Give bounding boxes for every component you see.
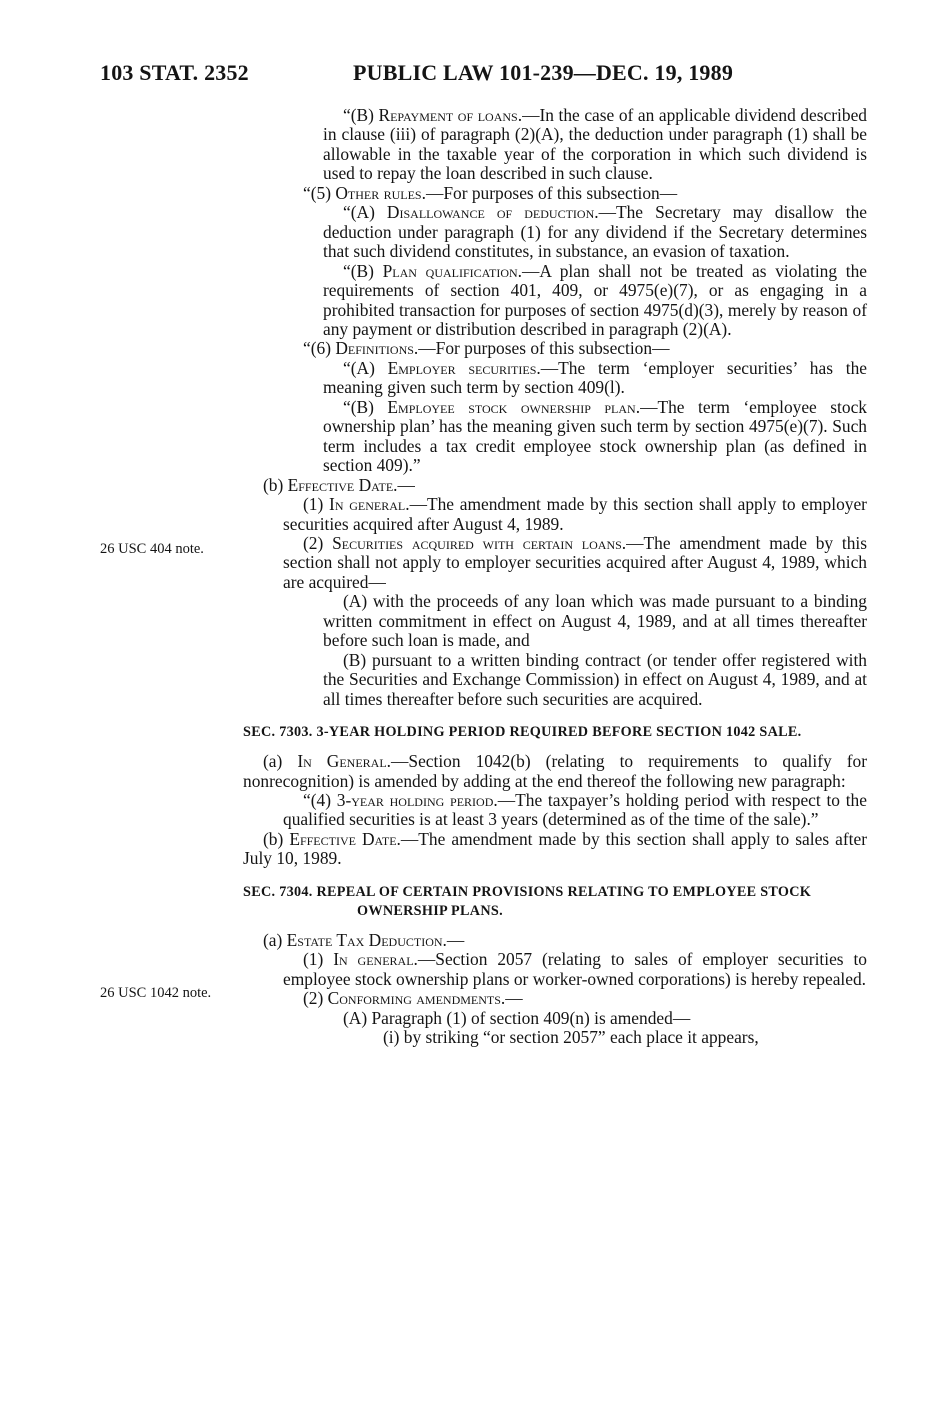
paragraph-b2a: (A) with the proceeds of any loan which was made pursuant to a binding written commitment in effect on August 4, 1989, and at all times thereafter before such loan is made, and xyxy=(323,591,867,651)
section-7303-a4: “(4) 3-year holding period.—The taxpayer’s holding period with respect to the qualified securities is at least 3 years (determined as of the time of the sale).” xyxy=(283,789,867,830)
margin-note-usc-1042: 26 USC 1042 note. xyxy=(100,985,212,1001)
paragraph-4b: “(B) Repayment of loans.—In the case of an applicable dividend described in clause (iii) of paragraph (2)(A), the deduction under paragraph (1) shall be allowable in the taxable year of the corporation in which such dividend is used to repay the loan described in such clause. xyxy=(323,105,867,184)
section-7304-a1: (1) In general.—Section 2057 (relating to sales of employer securities to employee stock ownership plans or worker-owned corporations) is hereby repealed. xyxy=(283,949,867,989)
section-7304-a2A: (A) Paragraph (1) of section 409(n) is amended— xyxy=(343,1007,691,1028)
paragraph-6a: “(A) Employer securities.—The term ‘employer securities’ has the meaning given such term by section 409(l). xyxy=(323,357,867,398)
margin-note-usc-404: 26 USC 404 note. xyxy=(100,541,204,557)
body-text xyxy=(243,106,867,1047)
section-7303-a: (a) In General.—Section 1042(b) (relating to requirements to qualify for nonrecognition) is amended by adding at the end thereof the following new paragraph: xyxy=(243,751,867,791)
section-7304-a: (a) Estate Tax Deduction.— xyxy=(263,929,465,950)
paragraph-5b: “(B) Plan qualification.—A plan shall not be treated as violating the requirements of section 401, 409, or 4975(e)(7), or as engaging in a prohibited transaction for purposes of section 4975(d)(3), merely by reason of any payment or distribution described in paragraph (2)(A). xyxy=(323,260,867,339)
paragraph-b1: (1) In general.—The amendment made by this section shall apply to employer securities acquired after August 4, 1989. xyxy=(283,494,867,534)
section-7304-a2Ai: (i) by striking “or section 2057” each place it appears, xyxy=(383,1027,759,1048)
section-7304-a2: (2) Conforming amendments.— xyxy=(303,988,523,1009)
subsection-b: (b) Effective Date.— xyxy=(263,474,415,495)
statute-page-number: 103 STAT. 2352 xyxy=(100,60,249,85)
section-heading-7304: SEC. 7304. REPEAL OF CERTAIN PROVISIONS RELATING TO EMPLOYEE STOCK OWNERSHIP PLANS. xyxy=(243,883,812,919)
page-title: PUBLIC LAW 101-239—DEC. 19, 1989 xyxy=(353,60,734,85)
paragraph-b2b: (B) pursuant to a written binding contract (or tender offer registered with the Securities and Exchange Commission) in effect on August 4, 1989, and at all times thereafter before such securities are acquired. xyxy=(323,649,867,709)
section-7303-b: (b) Effective Date.—The amendment made by this section shall apply to sales after July 10, 1989. xyxy=(243,828,867,869)
section-heading-7303: SEC. 7303. 3-YEAR HOLDING PERIOD REQUIRED BEFORE SECTION 1042 SALE. xyxy=(243,724,802,741)
paragraph-b2: (2) Securities acquired with certain loans.—The amendment made by this section shall not apply to employer securities acquired after August 4, 1989, which are acquired— xyxy=(283,532,867,592)
paragraph-6: “(6) Definitions.—For purposes of this subsection— xyxy=(303,338,670,359)
paragraph-6b: “(B) Employee stock ownership plan.—The term ‘employee stock ownership plan’ has the meaning given such term by section 4975(e)(7). Such term includes a tax credit employee stock ownership plan (as defined in section 409).” xyxy=(323,396,867,476)
paragraph-5a: “(A) Disallowance of deduction.—The Secretary may disallow the deduction under paragraph (1) for any dividend if the Secretary determines that such dividend constitutes, in substance, an evasion of taxation. xyxy=(323,202,867,262)
paragraph-5: “(5) Other rules.—For purposes of this subsection— xyxy=(303,182,678,203)
